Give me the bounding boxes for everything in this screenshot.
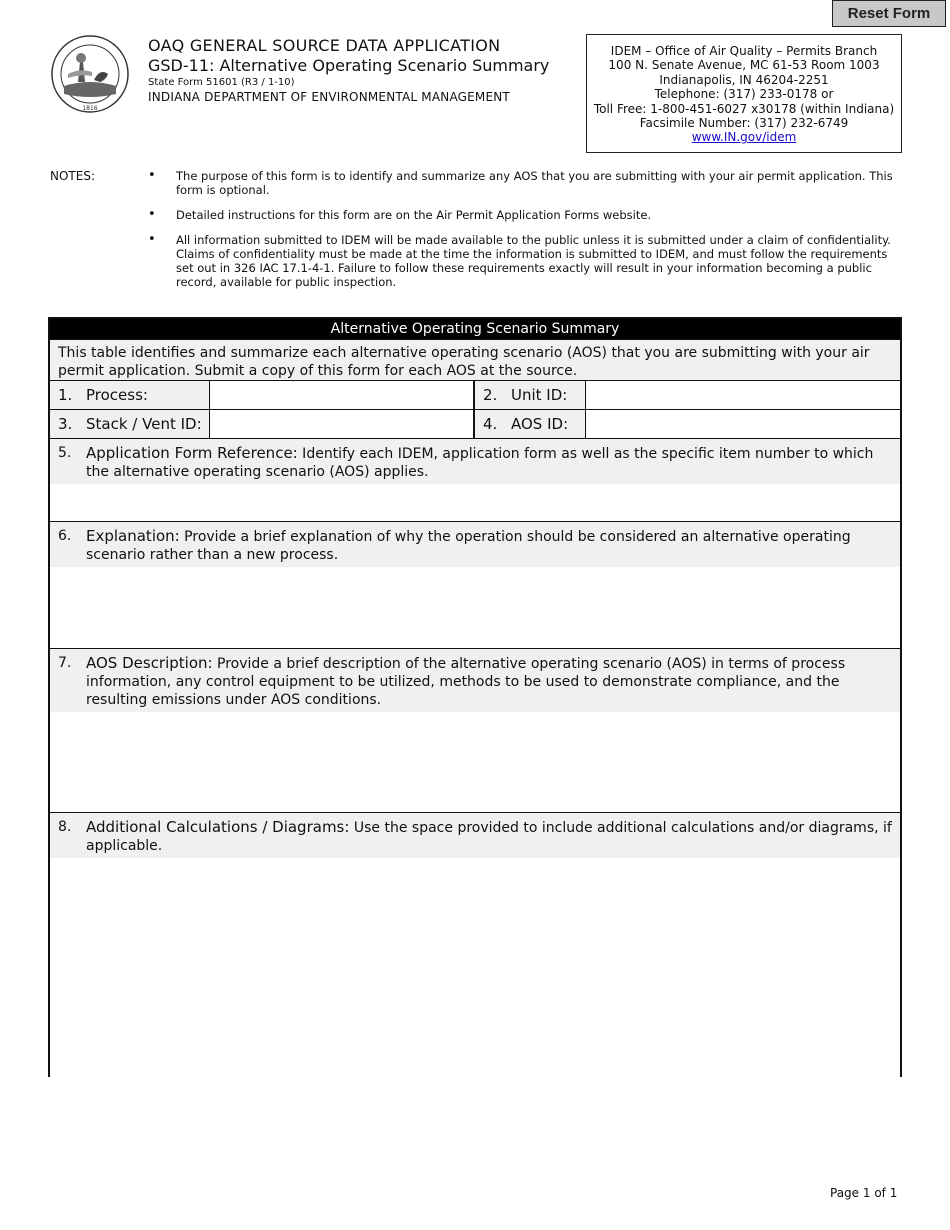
field-row-1 — [50, 381, 900, 410]
unit-id-label: 2. Unit ID: — [475, 381, 586, 409]
form-title-block — [148, 36, 578, 105]
aos-summary-table — [48, 317, 902, 1077]
explanation-input[interactable] — [50, 567, 900, 648]
table-heading: Alternative Operating Scenario Summary — [50, 319, 900, 340]
office-name: IDEM – Office of Air Quality – Permits Branch — [610, 44, 878, 58]
address-line-1: 100 N. Senate Avenue, MC 61-53 Room 1003 — [608, 58, 880, 73]
toll-free: Toll Free: 1-800-451-6027 x30178 (within Indiana) — [593, 101, 895, 116]
form-title: OAQ GENERAL SOURCE DATA APPLICATION — [148, 36, 501, 55]
process-input[interactable] — [210, 381, 475, 409]
department-name: INDIANA DEPARTMENT OF ENVIRONMENTAL MANAGEMENT — [148, 90, 510, 104]
field-row-2 — [50, 410, 900, 439]
aos-id-label: 4. AOS ID: — [475, 410, 586, 438]
form-subtitle: GSD-11: Alternative Operating Scenario Summary — [148, 56, 550, 75]
reset-form-button[interactable]: Reset Form — [832, 0, 946, 27]
aos-description-input[interactable] — [50, 712, 900, 812]
indiana-state-seal — [50, 34, 130, 114]
application-form-reference-input[interactable] — [50, 484, 900, 521]
application-form-reference-section: 5. Application Form Reference: Identify each IDEM, application form as well as the specific item number to which the alternative operating scenario (AOS) applies. — [50, 439, 900, 522]
explanation-section: 6. Explanation: Provide a brief explanation of why the operation should be considered an alternative operating scenario rather than a new process. — [50, 522, 900, 649]
note-item: • All information submitted to IDEM will be made available to the public unless it is submitted under a claim of confidentiality. Claims of confidentiality must be made at the time the information is submitted to IDEM, and must follow the requirements set out in 326 IAC 17.1-4-1. Failure to follow these requirements exactly will result in your information becoming a public record, available for public inspection. — [148, 233, 893, 289]
idem-website-link[interactable]: www.IN.gov/idem — [691, 130, 797, 145]
aos-description-section: 7. AOS Description: Provide a brief description of the alternative operating scenario (AOS) in terms of process information, any control equipment to be utilized, methods to be used to demonstrate compliance, and the resulting emissions under AOS conditions. — [50, 649, 900, 813]
svg-text:1816: 1816 — [82, 105, 98, 112]
address-line-2: Indianapolis, IN 46204-2251 — [659, 72, 829, 87]
contact-info-box — [586, 34, 902, 153]
stack-vent-id-input[interactable] — [210, 410, 475, 438]
stack-vent-id-label: 3. Stack / Vent ID: — [50, 410, 210, 438]
fax-number: Facsimile Number: (317) 232-6749 — [639, 116, 849, 131]
page-number: Page 1 of 1 — [830, 1186, 898, 1200]
additional-calculations-section: 8. Additional Calculations / Diagrams: Use the space provided to include additional calculations and/or diagrams, if applicable. — [50, 813, 900, 1092]
additional-calculations-input[interactable] — [50, 858, 900, 1092]
note-item: • Detailed instructions for this form are on the Air Permit Application Forms website. — [148, 208, 893, 222]
state-form-number: State Form 51601 (R3 / 1-10) — [148, 77, 295, 88]
note-item: • The purpose of this form is to identify and summarize any AOS that you are submitting with your air permit application. This form is optional. — [148, 169, 893, 197]
telephone: Telephone: (317) 233-0178 or — [654, 87, 834, 102]
process-label: 1. Process: — [50, 381, 210, 409]
table-intro: This table identifies and summarize each alternative operating scenario (AOS) that you are submitting with your air permit application. Submit a copy of this form for each AOS at the source. — [50, 340, 900, 381]
unit-id-input[interactable] — [586, 381, 900, 409]
notes-list — [148, 169, 893, 300]
aos-id-input[interactable] — [586, 410, 900, 438]
notes-label: NOTES: — [50, 169, 95, 183]
